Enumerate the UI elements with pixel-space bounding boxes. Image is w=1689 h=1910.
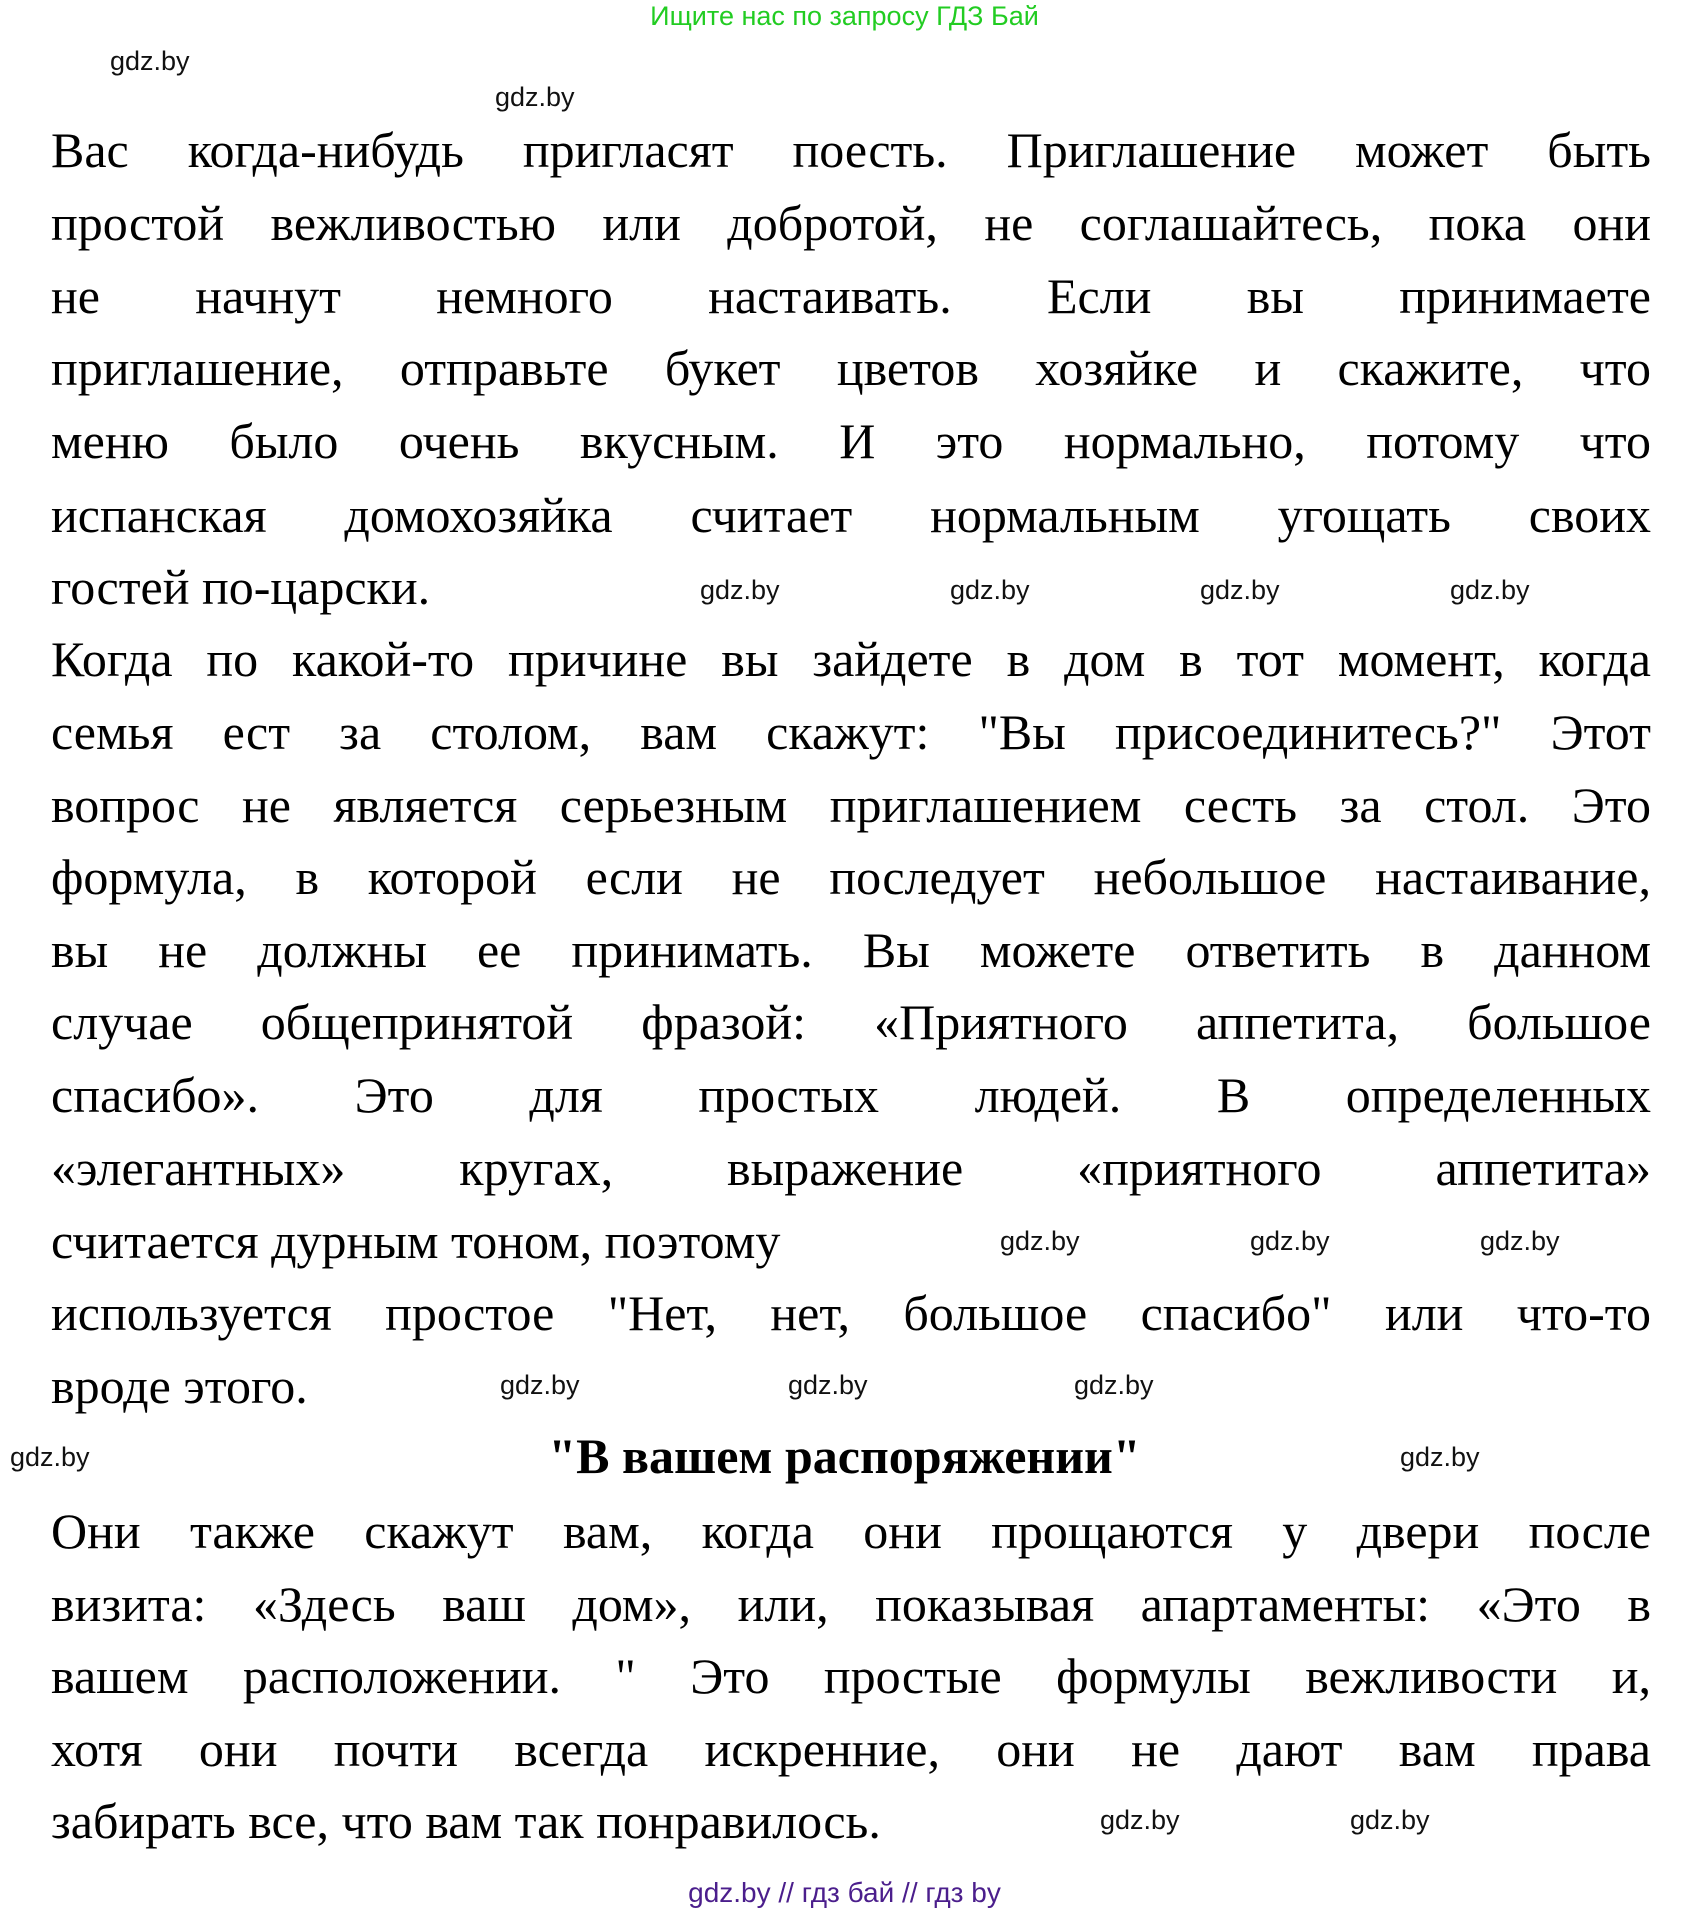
text-line: не начнут немного настаивать. Если вы принимаете <box>51 268 1651 324</box>
watermark: gdz.by <box>1450 575 1530 605</box>
text-line: Они также скажут вам, когда они прощаются у двери после <box>51 1503 1651 1559</box>
text-line: вроде этого. <box>51 1358 308 1414</box>
watermark: gdz.by <box>1074 1370 1154 1400</box>
watermark: gdz.by <box>1250 1226 1330 1256</box>
text-line: гостей по-царски. <box>51 559 431 615</box>
text-line: Вас когда-нибудь пригласят поесть. Приглашение может быть <box>51 122 1651 178</box>
watermark: gdz.by <box>1200 575 1280 605</box>
watermark: gdz.by <box>1400 1442 1480 1472</box>
text-line: «элегантных» кругах, выражение «приятного аппетита» <box>51 1140 1651 1196</box>
watermark: gdz.by <box>950 575 1030 605</box>
site-banner: Ищите нас по запросу ГДЗ Бай <box>650 1 1039 31</box>
text-line: вопрос не является серьезным приглашением сесть за стол. Это <box>51 777 1651 833</box>
text-line: формула, в которой если не последует небольшое настаивание, <box>51 849 1651 905</box>
watermark: gdz.by <box>788 1370 868 1400</box>
watermark: gdz.by <box>10 1442 90 1472</box>
text-line: Когда по какой-то причине вы зайдете в дом в тот момент, когда <box>51 631 1651 687</box>
text-line: вы не должны ее принимать. Вы можете ответить в данном <box>51 922 1651 978</box>
watermark: gdz.by <box>1100 1805 1180 1835</box>
text-line: меню было очень вкусным. И это нормально, потому что <box>51 413 1651 469</box>
watermark: gdz.by <box>1000 1226 1080 1256</box>
text-line: случае общепринятой фразой: «Приятного аппетита, большое <box>51 994 1651 1050</box>
watermark: gdz.by <box>110 46 190 76</box>
watermark: gdz.by <box>495 82 575 112</box>
text-line: используется простое "Нет, нет, большое спасибо" или что-то <box>51 1285 1651 1341</box>
text-line: визита: «Здесь ваш дом», или, показывая апартаменты: «Это в <box>51 1576 1651 1632</box>
text-line: семья ест за столом, вам скажут: "Вы присоединитесь?" Этот <box>51 704 1651 760</box>
text-line: испанская домохозяйка считает нормальным угощать своих <box>51 487 1651 543</box>
text-line: спасибо». Это для простых людей. В определенных <box>51 1067 1651 1123</box>
watermark: gdz.by <box>1350 1805 1430 1835</box>
text-line: забирать все, что вам так понравилось. <box>51 1793 881 1849</box>
watermark: gdz.by <box>700 575 780 605</box>
text-line: приглашение, отправьте букет цветов хозяйке и скажите, что <box>51 340 1651 396</box>
watermark: gdz.by <box>500 1370 580 1400</box>
text-line: вашем расположении. " Это простые формулы вежливости и, <box>51 1648 1651 1704</box>
text-line: хотя они почти всегда искренние, они не дают вам права <box>51 1721 1651 1777</box>
watermark: gdz.by <box>1480 1226 1560 1256</box>
section-heading: "В вашем распоряжении" <box>548 1428 1141 1484</box>
text-line: простой вежливостью или добротой, не соглашайтесь, пока они <box>51 195 1651 251</box>
site-footer: gdz.by // гдз бай // гдз by <box>688 1877 1001 1908</box>
text-line: считается дурным тоном, поэтому <box>51 1213 781 1269</box>
